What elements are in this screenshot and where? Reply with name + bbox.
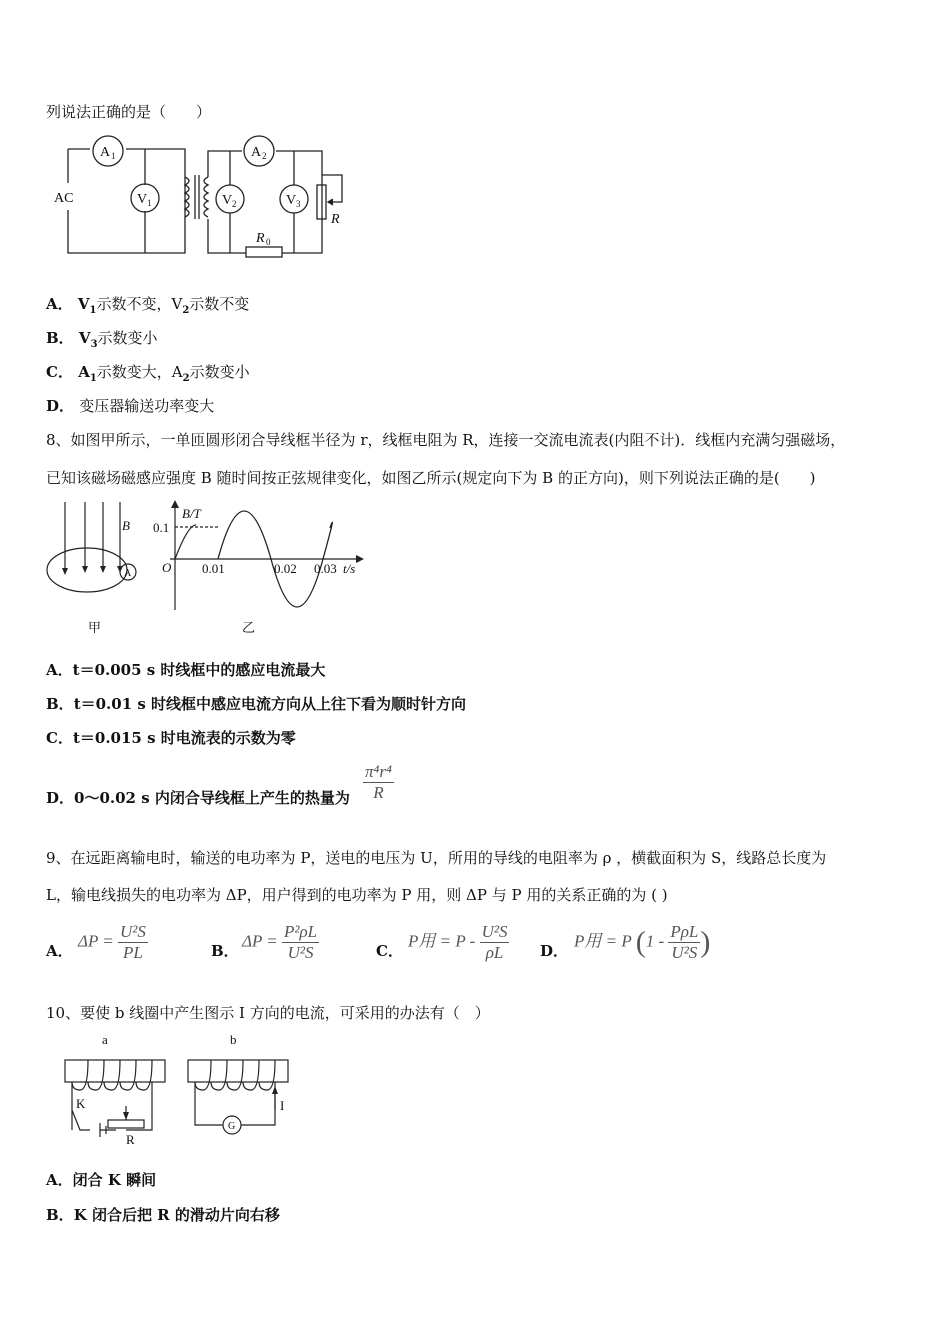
- q9-formula-a: [78, 922, 148, 963]
- formula-denominator: U²S: [287, 943, 314, 962]
- option-key: C．: [46, 729, 73, 747]
- formula-lhs: P用 = P -: [408, 931, 476, 951]
- q8-figure: [40, 498, 370, 638]
- yi-caption: 乙: [242, 620, 256, 635]
- q9-stem-line-1: 9、在远距离输电时，输送的电功率为 P，送电的电压为 U，所用的导线的电阻率为 ρ ，横截面积为 S，线路总长度为: [46, 849, 827, 867]
- q8-stem-line-1: 8、如图甲所示，一单匝圆形闭合导线框半径为 r，线框电阻为 R，连接一交流电流表(内阻不计)．线框内充满匀强磁场，: [46, 431, 846, 449]
- coil-b-label: b: [230, 1032, 237, 1047]
- v1-sub: 1: [147, 198, 152, 208]
- q8-option-b[interactable]: [46, 694, 466, 714]
- option-text: 闭合 K 瞬间: [72, 1171, 157, 1189]
- formula-numerator: P²ρL: [284, 922, 318, 941]
- q10-option-a[interactable]: [46, 1170, 156, 1190]
- option-text: 示数不变，V: [96, 295, 183, 313]
- option-key: B．: [46, 1206, 74, 1224]
- option-text: 示数变小: [97, 329, 158, 347]
- y-tick-0-1: 0.1: [153, 520, 170, 535]
- option-text: t＝0.015 s 时电流表的示数为零: [72, 729, 296, 747]
- a1-sub: 1: [111, 151, 116, 161]
- option-text: 0～0.02 s 内闭合导线框上产生的热量为: [74, 789, 350, 807]
- option-text: 示数变大，A: [96, 363, 183, 381]
- q9-option-d[interactable]: [540, 940, 568, 961]
- q9-option-c[interactable]: [376, 940, 403, 961]
- r0-label: R: [256, 231, 265, 246]
- q7-option-d[interactable]: [46, 396, 214, 416]
- formula-denominator: PL: [123, 943, 143, 962]
- option-key: A．: [46, 1171, 73, 1189]
- option-text: V: [78, 329, 91, 347]
- option-text: 示数不变: [189, 295, 250, 313]
- option-sub: 3: [90, 339, 98, 350]
- formula-numerator: U²S: [481, 922, 508, 941]
- coil-a-label: a: [102, 1032, 108, 1047]
- formula-lhs: P用 = P: [574, 931, 632, 951]
- option-key: D．: [46, 789, 75, 807]
- formula-lhs: ΔP =: [242, 931, 278, 951]
- q10-option-b[interactable]: [46, 1205, 280, 1225]
- q9-stem-line-2: L，输电线损失的电功率为 ΔP，用户得到的电功率为 P 用，则 ΔP 与 P 用的关系正确的为 ( ): [46, 886, 668, 904]
- x-tick-0-01: 0.01: [202, 561, 225, 576]
- q7-option-c[interactable]: [46, 362, 250, 389]
- option-sub: 1: [89, 373, 97, 384]
- option-key: D．: [46, 397, 75, 415]
- option-key: B．: [46, 329, 74, 347]
- option-key: B．: [46, 695, 74, 713]
- formula-denominator: U²S: [671, 943, 698, 962]
- option-sub: 2: [182, 305, 190, 316]
- q9-option-a[interactable]: [46, 940, 73, 961]
- formula-lhs: ΔP =: [78, 931, 114, 951]
- formula-denominator: ρL: [485, 943, 504, 962]
- option-text: 示数变小: [189, 363, 250, 381]
- option-text: t＝0.01 s 时线框中感应电流方向从上往下看为顺时针方向: [73, 695, 467, 713]
- rheostat-r-label: R: [126, 1132, 135, 1147]
- formula-numerator: PρL: [670, 922, 699, 941]
- q10-coils-figure: [60, 1030, 300, 1150]
- option-key: D．: [540, 942, 569, 960]
- q9-option-b[interactable]: [211, 940, 239, 961]
- x-tick-0-03: 0.03: [314, 561, 337, 576]
- q8-option-a[interactable]: [46, 660, 325, 680]
- option-text: t＝0.005 s 时线框中的感应电流最大: [72, 661, 326, 679]
- q8-option-c[interactable]: [46, 728, 296, 748]
- q9-formula-b: [242, 922, 319, 963]
- formula-numerator: π⁴r⁴: [365, 762, 392, 781]
- q7-option-b[interactable]: [46, 328, 158, 355]
- v2-sub: 2: [232, 199, 237, 209]
- option-key: C．: [46, 363, 73, 381]
- a1-meter-label: A: [100, 145, 111, 160]
- r-label: R: [331, 212, 340, 227]
- option-key: A．: [46, 661, 73, 679]
- ammeter-label: A: [124, 568, 132, 579]
- q8-stem-line-2: 已知该磁场磁感应强度 B 随时间按正弦规律变化，如图乙所示(规定向下为 B 的正方向)，则下列说法正确的是( ): [46, 469, 816, 487]
- formula-numerator: U²S: [120, 922, 146, 941]
- v3-meter-label: V: [286, 193, 297, 208]
- current-i-label: I: [280, 1098, 285, 1113]
- galvanometer-label: G: [228, 1121, 236, 1132]
- option-sub: 2: [182, 373, 190, 384]
- r0-sub: 0: [266, 237, 271, 247]
- v3-sub: 3: [296, 199, 301, 209]
- jia-caption: 甲: [88, 620, 102, 635]
- q9-formula-d: P用 = P (1 - $\frac{\text{PρL}}{\text{U²S}}$ ): [574, 922, 711, 962]
- x-tick-0-02: 0.02: [274, 561, 297, 576]
- option-text: V: [77, 295, 90, 313]
- q8-d-formula: [363, 762, 394, 803]
- q8-option-d[interactable]: [46, 788, 350, 808]
- x-axis-label: t/s: [343, 561, 356, 576]
- ac-label: AC: [54, 191, 74, 206]
- switch-k-label: K: [76, 1096, 86, 1111]
- option-key: A．: [46, 942, 73, 960]
- q7-option-a[interactable]: [46, 294, 249, 321]
- q7-stem-tail: 列说法正确的是（ ）: [46, 103, 212, 121]
- a2-sub: 2: [262, 151, 267, 161]
- y-axis-label: B/T: [182, 506, 201, 521]
- v1-meter-label: V: [137, 192, 148, 207]
- option-key: C．: [376, 942, 403, 960]
- v2-meter-label: V: [222, 193, 233, 208]
- formula-denominator: R: [373, 783, 384, 802]
- origin-label: O: [162, 560, 172, 575]
- a2-meter-label: A: [251, 145, 262, 160]
- option-key: B．: [211, 942, 239, 960]
- q7-transformer-circuit-figure: [50, 135, 360, 265]
- b-label: B: [122, 518, 130, 533]
- option-key: A．: [46, 295, 73, 313]
- option-text: A: [78, 363, 90, 381]
- q9-formula-c: [408, 922, 509, 963]
- option-text: 变压器输送功率变大: [79, 397, 215, 415]
- option-text: K 闭合后把 R 的滑动片向右移: [73, 1206, 280, 1224]
- q10-stem: 10、要使 b 线圈中产生图示 I 方向的电流，可采用的办法有（ ）: [46, 1004, 490, 1022]
- option-sub: 1: [89, 305, 97, 316]
